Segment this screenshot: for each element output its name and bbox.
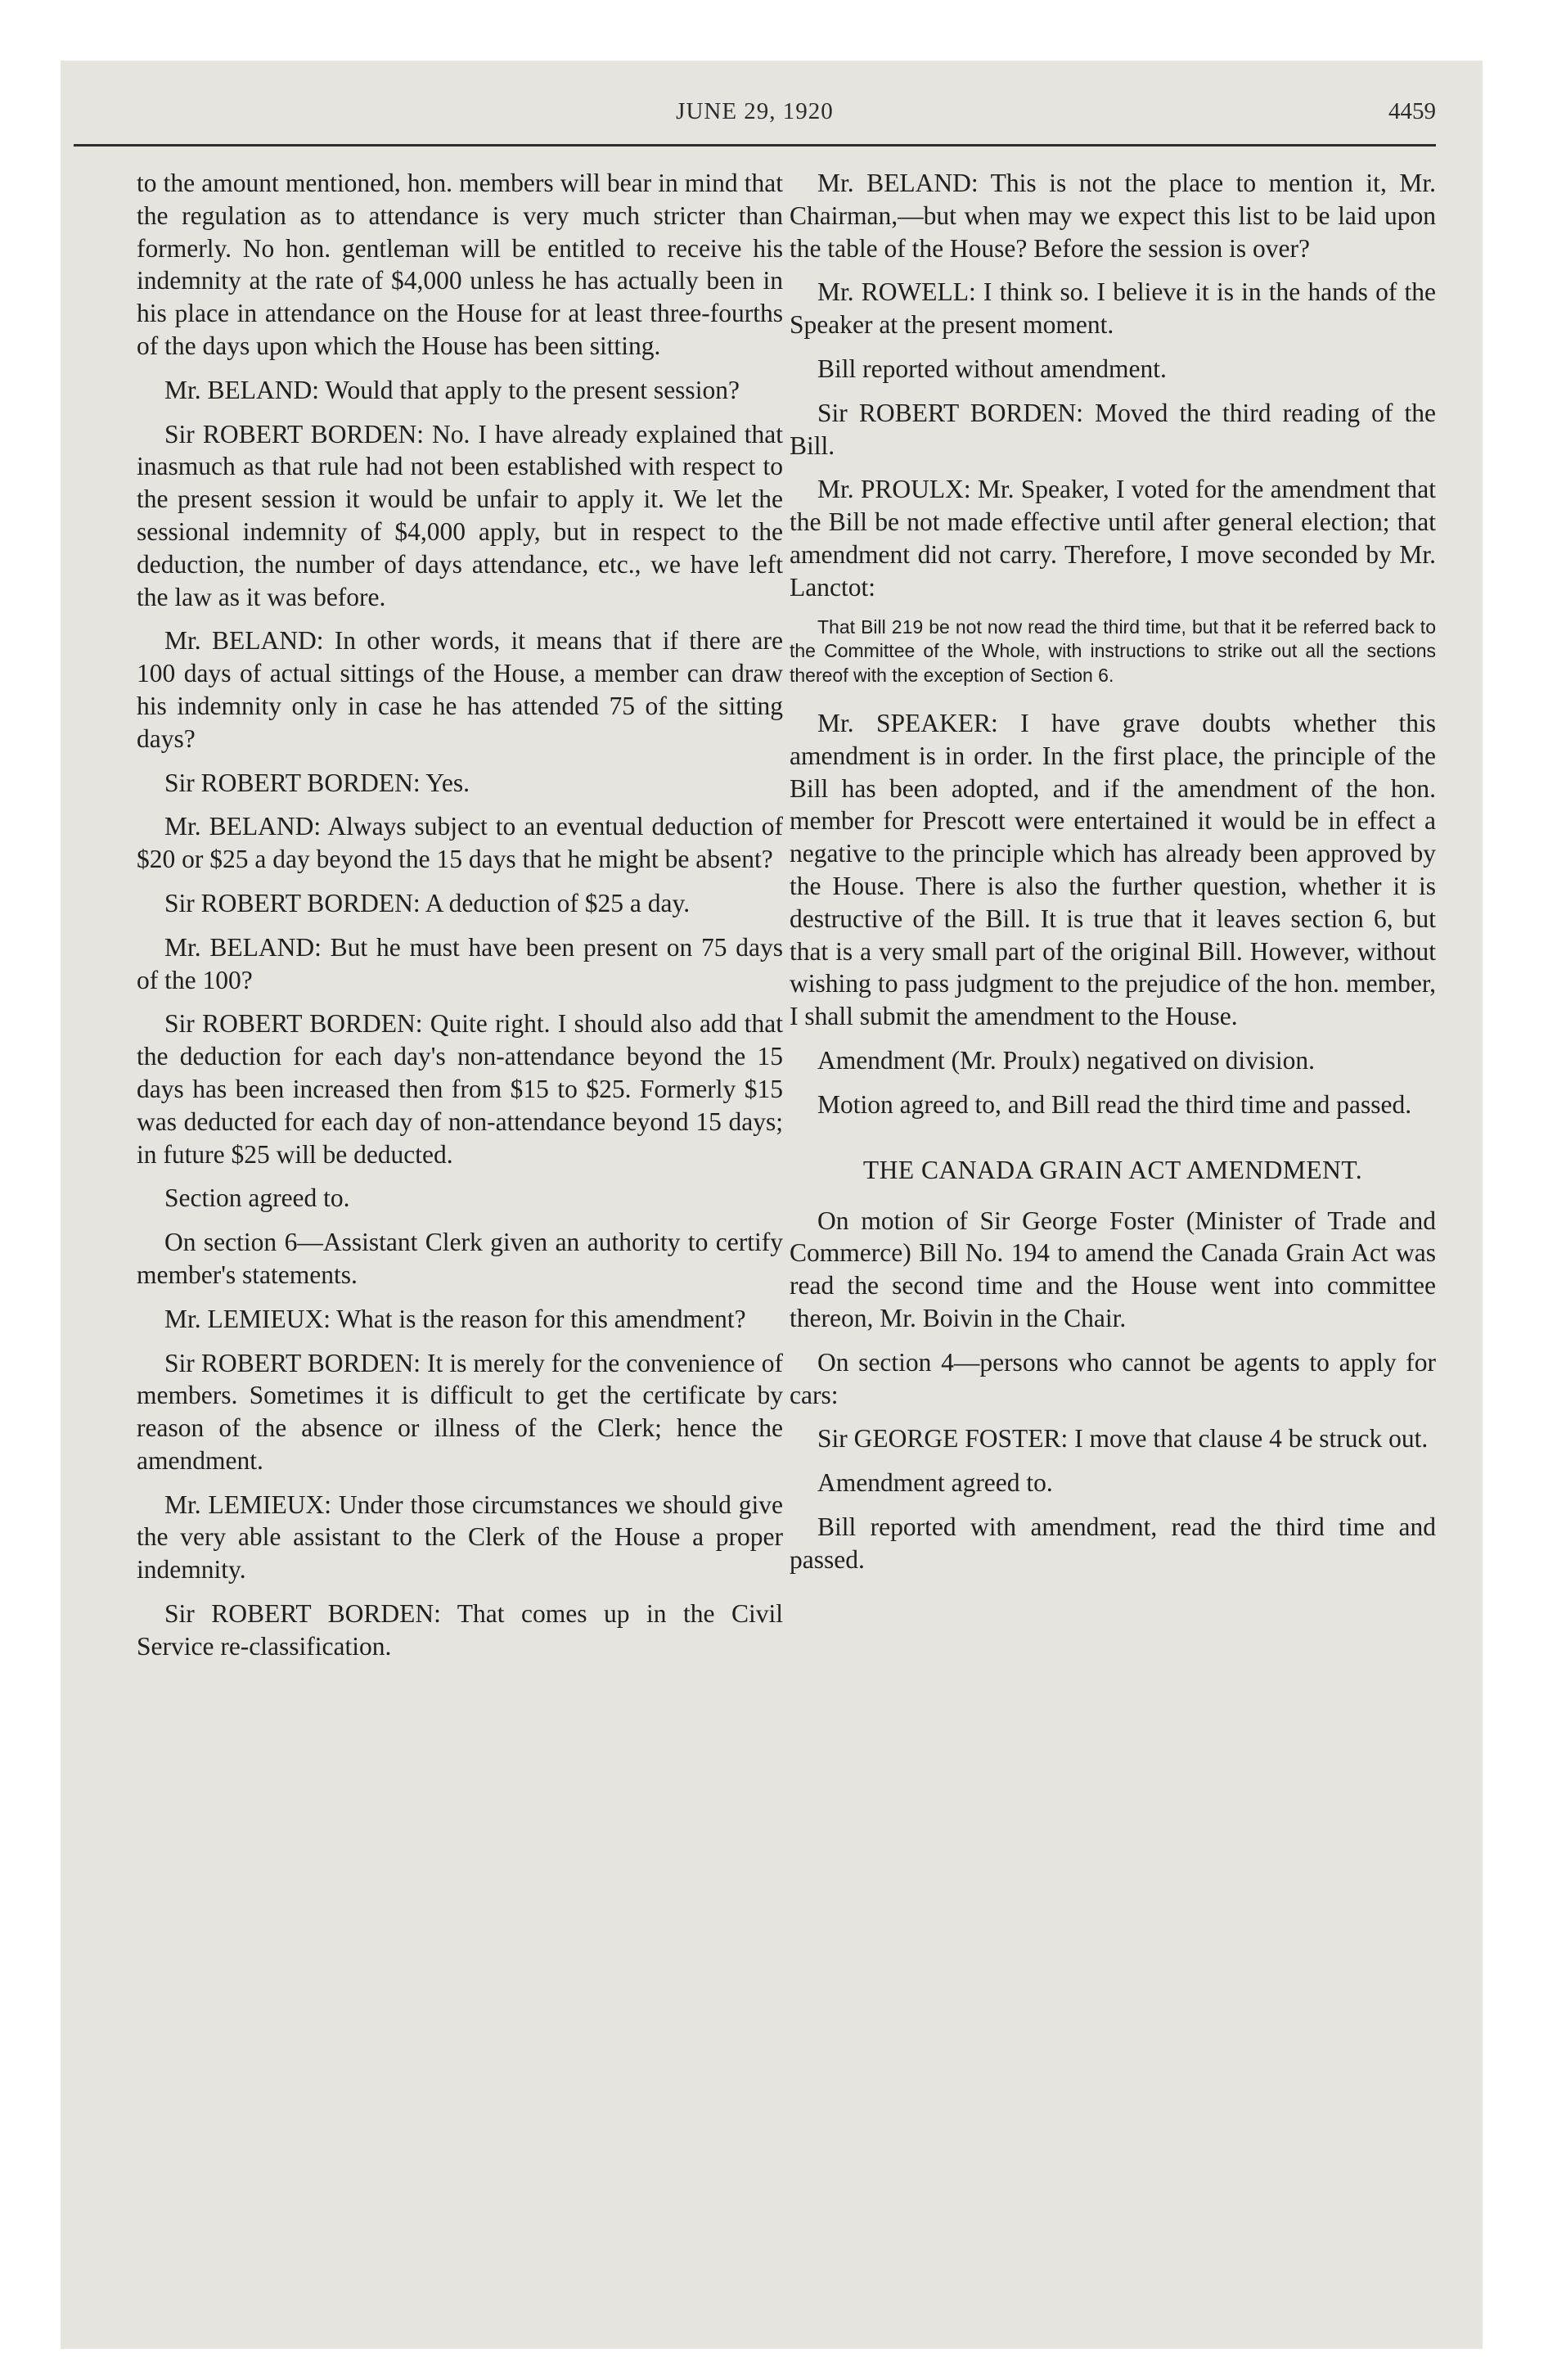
paragraph: Mr. SPEAKER: I have grave doubts whether this amendment is in order. In the first place, the principle of the Bill has been adopted, and if the amendment of the hon. member for Prescott were entertained it would be in effect a negative to the principle which has already been approved by the House. There is also the further question, whether it is destructive of the Bill. It is true that it leaves section 6, but that is a very small part of the original Bill. However, without wishing to pass judgment to the prejudice of the hon. member, I shall submit the amendment to the House. xyxy=(790,709,1436,1031)
paragraph: Mr. ROWELL: I think so. I believe it is in the hands of the Speaker at the present moment. xyxy=(790,277,1436,340)
paragraph: Mr. PROULX: Mr. Speaker, I voted for the amendment that the Bill be not made effective until after general election; that amendment did not carry. Therefore, I move seconded by Mr. Lanctot: xyxy=(790,475,1436,602)
paragraph: Motion agreed to, and Bill read the third time and passed. xyxy=(817,1089,1412,1119)
paragraph: Mr. BELAND: In other words, it means that if there are 100 days of actual sittings of the House, a member can draw his indemnity only in case he has attended 75 of the sitting days? xyxy=(137,626,783,753)
paragraph: Section agreed to. xyxy=(164,1183,350,1213)
page-number: 4459 xyxy=(1388,98,1436,124)
motion-text: That Bill 219 be not now read the third time, but that it be referred back to the Committee of the Whole, with instructions to strike out all the sections thereof with the exception of Section 6. xyxy=(790,615,1436,686)
paragraph: On section 6—Assistant Clerk given an authority to certify member's statements. xyxy=(137,1228,783,1289)
header-rule xyxy=(74,144,1436,146)
paragraph: Sir ROBERT BORDEN: No. I have already explained that inasmuch as that rule had not been established with respect to the present session it would be unfair to apply it. We let the sessional indemnity of $4,000 apply, but in respect to the deduction, the number of days attendance, etc., we have left the law as it was before. xyxy=(137,419,783,611)
paragraph: Mr. BELAND: This is not the place to mention it, Mr. Chairman,—but when may we expect this list to be laid upon the table of the House? Before the session is over? xyxy=(790,169,1436,263)
paragraph: Sir ROBERT BORDEN: That comes up in the Civil Service re-classification. xyxy=(137,1599,783,1661)
paragraph: On motion of Sir George Foster (Minister of Trade and Commerce) Bill No. 194 to amend the Canada Grain Act was read the second time and the House went into committee thereon, Mr. Boivin in the Chair. xyxy=(790,1206,1436,1333)
right-column xyxy=(790,167,1436,1588)
paragraph: Mr. LEMIEUX: Under those circumstances we should give the very able assistant to the Clerk of the House a proper indemnity. xyxy=(137,1490,783,1584)
left-column xyxy=(137,167,783,1675)
paragraph: Mr. BELAND: Always subject to an eventual deduction of $20 or $25 a day beyond the 15 days that he might be absent? xyxy=(137,812,783,874)
paragraph: Sir ROBERT BORDEN: Quite right. I should also add that the deduction for each day's non-attendance beyond the 15 days has been increased then from $15 to $25. Formerly $15 was deducted for each day of non-attendance beyond 15 days; in future $25 will be deducted. xyxy=(137,1009,783,1169)
paragraph: Bill reported without amendment. xyxy=(817,354,1167,383)
header-date: JUNE 29, 1920 xyxy=(676,98,834,124)
paragraph: Sir GEORGE FOSTER: I move that clause 4 be struck out. xyxy=(817,1424,1429,1454)
paragraph: Bill reported with amendment, read the third time and passed. xyxy=(790,1512,1436,1574)
paragraph: Amendment (Mr. Proulx) negatived on division. xyxy=(817,1046,1316,1075)
section-heading: THE CANADA GRAIN ACT AMENDMENT. xyxy=(862,1155,1363,1184)
paragraph: Sir ROBERT BORDEN: It is merely for the convenience of members. Sometimes it is difficult to get the certificate by reason of the absence or illness of the Clerk; hence the amendment. xyxy=(137,1348,783,1475)
paragraph: Sir ROBERT BORDEN: Moved the third reading of the Bill. xyxy=(790,398,1436,460)
paragraph: Mr. BELAND: Would that apply to the present session? xyxy=(164,375,740,404)
paragraph: Sir ROBERT BORDEN: A deduction of $25 a day. xyxy=(164,888,691,917)
paragraph: Amendment agreed to. xyxy=(817,1468,1053,1498)
paragraph: On section 4—persons who cannot be agents to apply for cars: xyxy=(790,1347,1436,1409)
paragraph: Mr. LEMIEUX: What is the reason for this amendment? xyxy=(164,1304,746,1333)
paragraph: Sir ROBERT BORDEN: Yes. xyxy=(164,768,470,797)
paragraph: to the amount mentioned, hon. members will bear in mind that the regulation as to attendance is very much stricter than formerly. No hon. gentleman will be entitled to receive his indemnity at the rate of $4,000 unless he has actually been in his place in attendance on the House for at least three-fourths of the days upon which the House has been sitting. xyxy=(137,169,783,360)
page-header xyxy=(74,98,1436,134)
paragraph: Mr. BELAND: But he must have been present on 75 days of the 100? xyxy=(137,932,783,994)
